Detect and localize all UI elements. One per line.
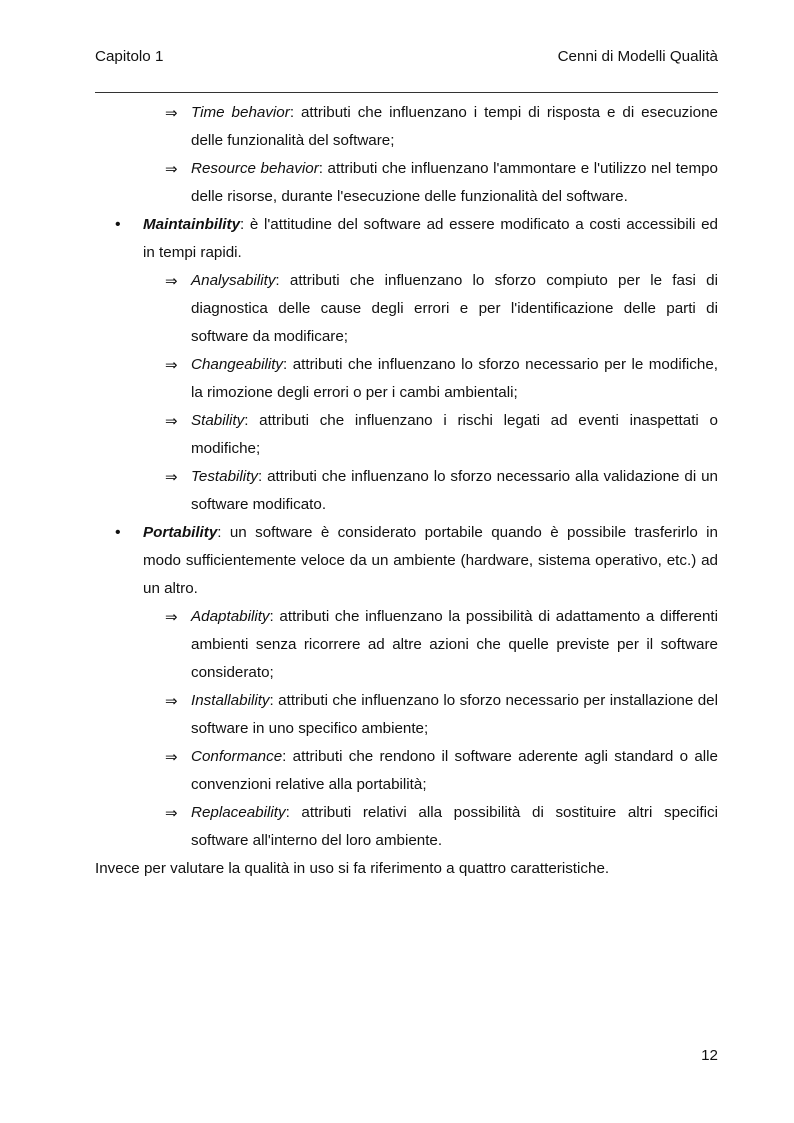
subitem-term: Adaptability: [191, 608, 270, 625]
implies-arrow-icon: ⇒: [165, 608, 178, 626]
subitem-installability: [95, 687, 718, 743]
subitem-text: : attributi che influenzano lo sforzo necessario alla validazione di un software modificato.: [191, 468, 718, 513]
bullet-text: : un software è considerato portabile quando è possibile trasferirlo in modo sufficientemente veloce da un ambiente (hardware, sistema operativo, etc.) ad un altro.: [143, 524, 718, 597]
bullet-maintainability: [95, 211, 718, 267]
subitem-conformance: [95, 743, 718, 799]
implies-arrow-icon: ⇒: [165, 272, 178, 290]
implies-arrow-icon: ⇒: [165, 356, 178, 374]
subitem-text: : attributi che rendono il software aderente agli standard o alle convenzioni relative alla portabilità;: [191, 748, 718, 793]
page-header: [95, 48, 718, 68]
subitem-resource-behavior: [95, 155, 718, 211]
subitem-testability: [95, 463, 718, 519]
bullet-portability: [95, 519, 718, 603]
subitem-term: Stability: [191, 412, 245, 429]
subitem-term: Resource behavior: [191, 160, 319, 177]
implies-arrow-icon: ⇒: [165, 748, 178, 766]
subitem-text: : attributi che influenzano i tempi di risposta e di esecuzione delle funzionalità del software;: [191, 104, 718, 149]
bullet-icon: •: [115, 524, 121, 541]
subitem-text: : attributi che influenzano lo sforzo necessario per installazione del software in uno specifico ambiente;: [191, 692, 718, 737]
bullet-icon: •: [115, 216, 121, 233]
subitem-time-behavior: [95, 99, 718, 155]
subitem-text: : attributi che influenzano lo sforzo compiuto per le fasi di diagnostica delle cause degli errori e per l'identificazione delle parti di software da modificare;: [191, 272, 718, 345]
subitem-term: Analysability: [191, 272, 276, 289]
subitem-replaceability: [95, 799, 718, 855]
subitem-text: : attributi che influenzano la possibilità di adattamento a differenti ambienti senza ricorrere ad altre azioni che quelle previste per il software considerato;: [191, 608, 718, 681]
page-number: 12: [701, 1047, 718, 1064]
subitem-term: Conformance: [191, 748, 283, 765]
chapter-label: Capitolo 1: [95, 48, 164, 65]
subitem-text: : attributi che influenzano l'ammontare e l'utilizzo nel tempo delle risorse, durante l'esecuzione delle funzionalità del software.: [191, 160, 718, 205]
subitem-text: : attributi che influenzano lo sforzo necessario per le modifiche, la rimozione degli errori o per i cambi ambientali;: [191, 356, 718, 401]
subitem-text: : attributi relativi alla possibilità di sostituire altri specifici software all'interno del loro ambiente.: [191, 804, 718, 849]
bullet-term: Maintainbility: [143, 216, 241, 233]
subitem-term: Time behavior: [191, 104, 290, 121]
subitem-stability: [95, 407, 718, 463]
header-divider: [95, 92, 718, 93]
page-body: [95, 99, 718, 883]
bullet-text: : è l'attitudine del software ad essere modificato a costi accessibili ed in tempi rapidi.: [143, 216, 718, 261]
implies-arrow-icon: ⇒: [165, 468, 178, 486]
closing-paragraph: Invece per valutare la qualità in uso si fa riferimento a quattro caratteristiche.: [95, 860, 610, 877]
subitem-term: Replaceability: [191, 804, 286, 821]
subitem-analysability: [95, 267, 718, 351]
subitem-term: Installability: [191, 692, 270, 709]
subitem-term: Changeability: [191, 356, 284, 373]
implies-arrow-icon: ⇒: [165, 412, 178, 430]
subitem-term: Testability: [191, 468, 258, 485]
subitem-text: : attributi che influenzano i rischi legati ad eventi inaspettati o modifiche;: [191, 412, 718, 457]
subitem-changeability: [95, 351, 718, 407]
implies-arrow-icon: ⇒: [165, 104, 178, 122]
section-title: Cenni di Modelli Qualità: [557, 48, 718, 65]
subitem-adaptability: [95, 603, 718, 687]
implies-arrow-icon: ⇒: [165, 160, 178, 178]
bullet-term: Portability: [143, 524, 218, 541]
implies-arrow-icon: ⇒: [165, 692, 178, 710]
implies-arrow-icon: ⇒: [165, 804, 178, 822]
